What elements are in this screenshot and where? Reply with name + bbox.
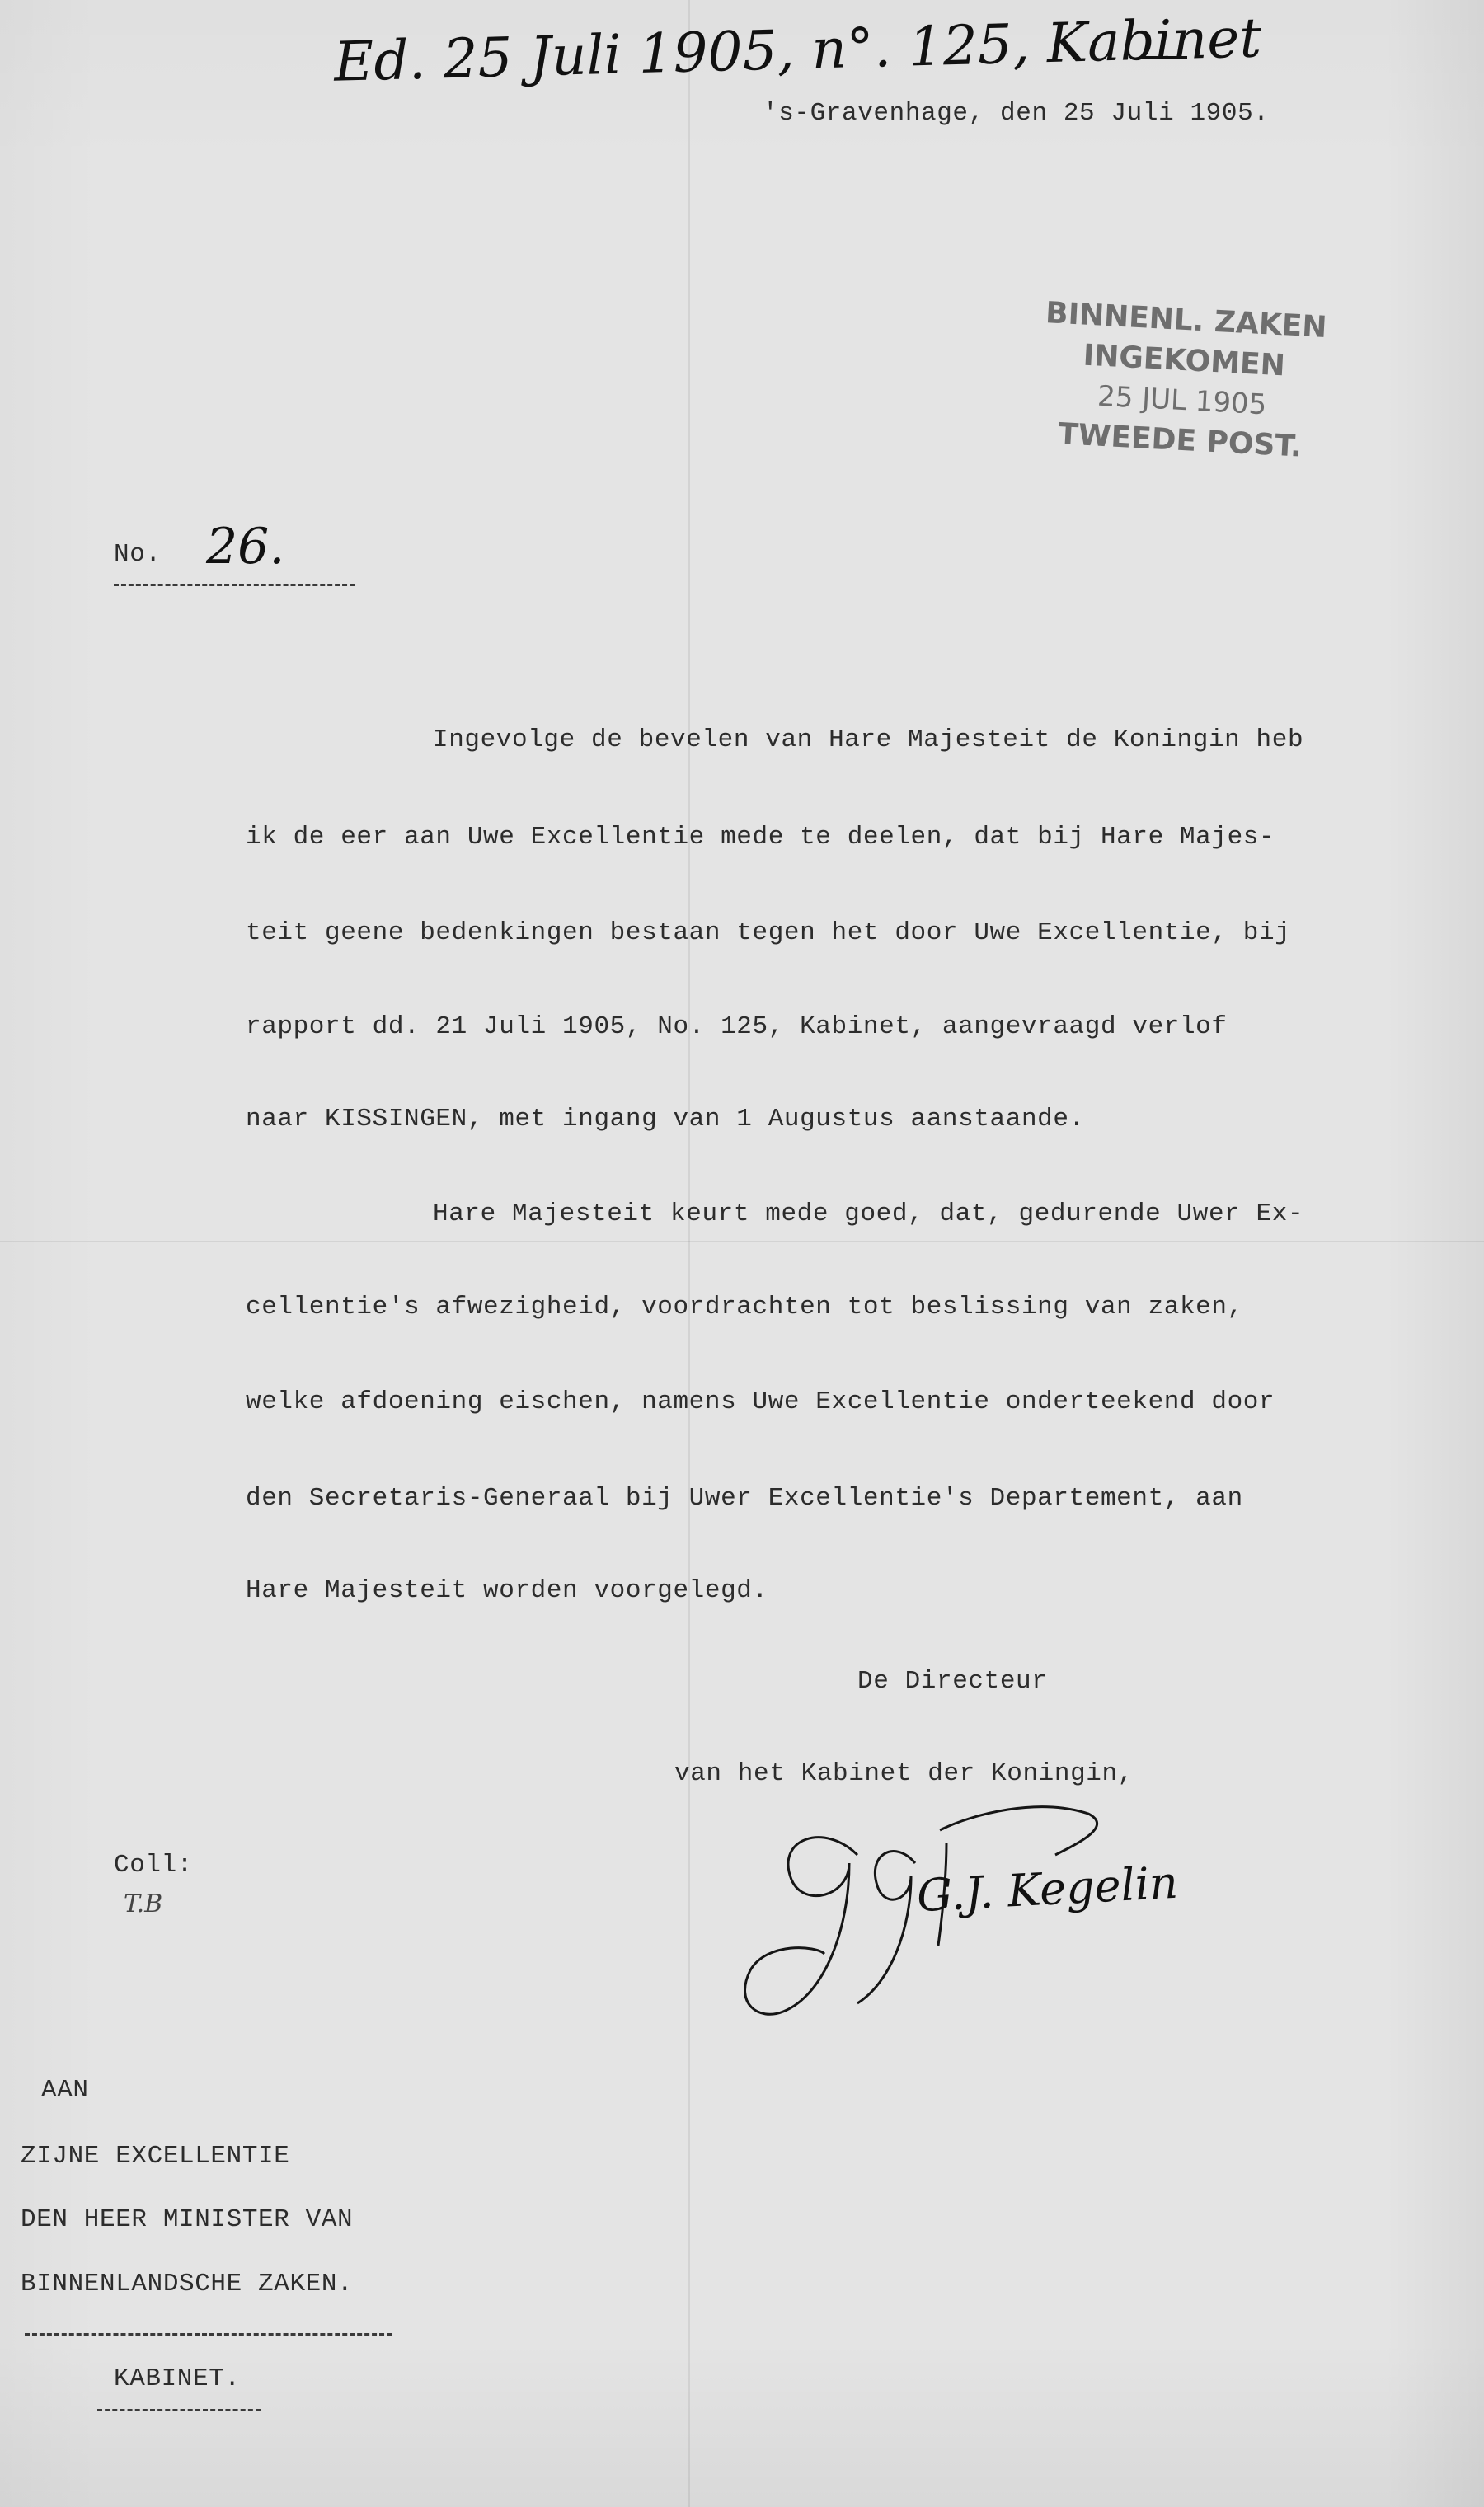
coll-label: Coll: [114,1851,194,1880]
number-label: No. [114,540,162,569]
stamp-post: TWEEDE POST. [1057,417,1303,464]
department-label: KABINET. [114,2364,241,2393]
body-line: teit geene bedenkingen bestaan tegen het door Uwe Excellentie, bij [246,918,1291,947]
body-line: Hare Majesteit worden voorgelegd. [246,1576,768,1605]
stamp-department: BINNENL. ZAKEN [1045,296,1328,345]
body-line: rapport dd. 21 Juli 1905, No. 125, Kabinet, aangevraagd verlof [246,1012,1228,1041]
body-line: ik de eer aan Uwe Excellentie mede te deelen, dat bij Hare Majes- [246,823,1275,852]
body-line: welke afdoening eischen, namens Uwe Excellentie onderteekend door [246,1387,1275,1416]
coll-value: T.B [124,1890,163,1918]
addressee-underline [25,2333,392,2336]
handwritten-annotation: Ed. 25 Juli 1905, n°. 125, Kabinet [333,6,1262,94]
number-underline [114,584,355,586]
stamp-date: 25 JUL 1905 [1097,379,1268,422]
signature-text: G.J. Kegelin [915,1856,1180,1923]
place-date: 's-Gravenhage, den 25 Juli 1905. [763,99,1270,128]
body-line: naar KISSINGEN, met ingang van 1 Augustus aanstaande. [246,1105,1085,1134]
addressee-line: BINNENLANDSCHE ZAKEN. [21,2270,354,2298]
signature [726,1805,1180,2020]
closing-office: van het Kabinet der Koningin, [674,1759,1134,1788]
department-underline [97,2409,261,2411]
addressee-line: AAN [41,2076,89,2105]
body-line: Ingevolge de bevelen van Hare Majesteit de Koningin heb [433,725,1304,754]
body-line: Hare Majesteit keurt mede goed, dat, gedurende Uwer Ex- [433,1200,1304,1228]
number-value: 26. [206,518,285,575]
received-stamp [1006,288,1360,473]
paper-fold-horizontal [0,1241,1484,1242]
body-line: den Secretaris-Generaal bij Uwer Excellentie's Departement, aan [246,1484,1243,1513]
paper-fold-vertical [688,0,690,2507]
closing-title: De Directeur [857,1667,1048,1696]
stamp-received: INGEKOMEN [1082,338,1286,383]
annotation-underline [1142,56,1187,59]
addressee-line: DEN HEER MINISTER VAN [21,2205,354,2234]
addressee-line: ZIJNE EXCELLENTIE [21,2142,290,2171]
body-line: cellentie's afwezigheid, voordrachten tot beslissing van zaken, [246,1293,1243,1322]
